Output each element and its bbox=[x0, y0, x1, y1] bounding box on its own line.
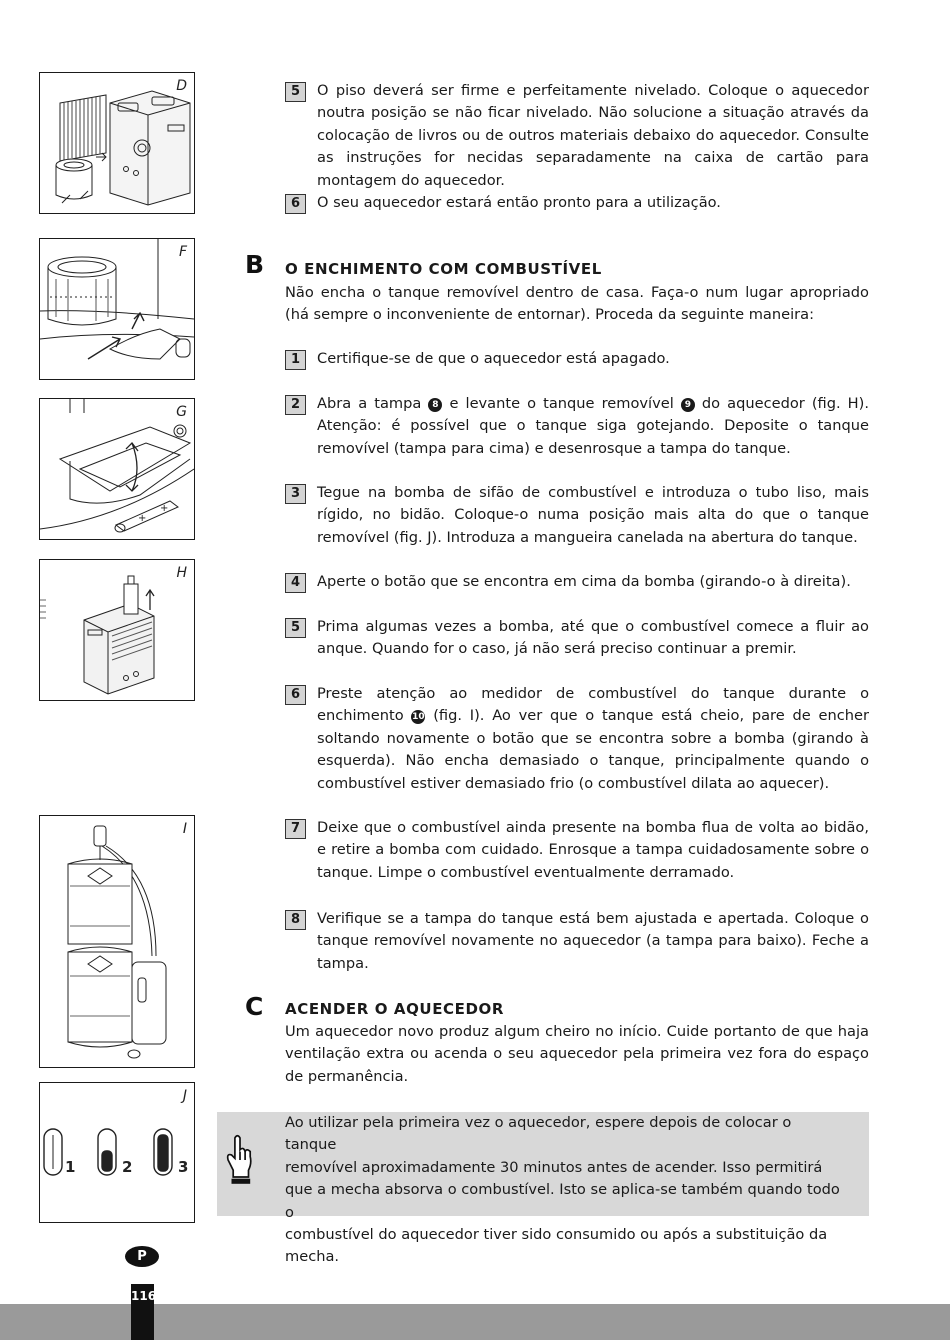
step-number: 6 bbox=[285, 194, 306, 214]
step-b-8 bbox=[285, 908, 869, 975]
page-number-tab bbox=[131, 1284, 157, 1340]
callout-9: 9 bbox=[681, 398, 695, 412]
step-b-1 bbox=[285, 348, 869, 370]
svg-text:+: + bbox=[160, 503, 169, 514]
step-b-3 bbox=[285, 482, 869, 549]
step-5-top bbox=[285, 80, 869, 192]
step-text: Verifique se a tampa do tanque está bem ajustada e apertada. Coloque o tanque removível novamente no aquecedor (a tampa para baixo). Feche a tampa. bbox=[317, 910, 869, 972]
section-letter-c: C bbox=[245, 992, 264, 1021]
figure-g bbox=[39, 398, 195, 540]
step-text: Preste atenção ao medidor de combustível do tanque durante o enchimento 10 (fig. I). Ao ver que o tanque está cheio, pare de encher soltando novamente o botão que se encontra sobre a bomba (girando à esquerda). Não encha demasiado o tanque, principalmente quando o combustível estiver demasiado frio (o combustível dilata ao aquecer). bbox=[317, 685, 869, 792]
figure-h bbox=[39, 559, 195, 701]
step-text: Aperte o botão que se encontra em cima da bomba (girando-o à direita). bbox=[317, 573, 851, 590]
page-number: 116 bbox=[131, 1289, 157, 1303]
tank-lid-illustration bbox=[40, 399, 194, 539]
gauge-label-2: 2 bbox=[122, 1158, 133, 1176]
step-text: Deixe que o combustível ainda presente na bomba flua de volta ao bidão, e retire a bomba com cuidado. Enrosque a tampa cuidadosamente sobre o tanque. Limpe o combustível eventualmente derramado. bbox=[317, 819, 869, 881]
section-title-b: O ENCHIMENTO COM COMBUSTÍVEL bbox=[285, 260, 602, 278]
section-title-c: ACENDER O AQUECEDOR bbox=[285, 1000, 505, 1018]
step-number: 6 bbox=[285, 685, 306, 705]
step-b-5 bbox=[285, 616, 869, 661]
step-number: 5 bbox=[285, 82, 306, 102]
gauge-label-1: 1 bbox=[65, 1158, 76, 1176]
fuel-gauge-illustration bbox=[40, 1083, 194, 1222]
step-number: 4 bbox=[285, 573, 306, 593]
figure-label-g: G bbox=[176, 404, 187, 420]
step-number: 7 bbox=[285, 819, 306, 839]
figure-label-d: D bbox=[176, 78, 187, 94]
svg-text:+: + bbox=[138, 513, 147, 524]
step-number: 2 bbox=[285, 395, 306, 415]
heater-assembly-illustration bbox=[40, 73, 194, 213]
gauge-label-3: 3 bbox=[178, 1158, 189, 1176]
language-badge: P bbox=[125, 1246, 159, 1267]
figure-j bbox=[39, 1082, 195, 1223]
step-text: O seu aquecedor estará então pronto para a utilização. bbox=[317, 194, 721, 211]
siphon-pump-illustration bbox=[40, 816, 194, 1067]
step-number: 8 bbox=[285, 910, 306, 930]
callout-10: 10 bbox=[412, 712, 425, 723]
pointing-hand-icon bbox=[223, 1132, 257, 1188]
note-text: Ao utilizar pela primeira vez o aquecedor, espere depois de colocar o tanque removível aproximadamente 30 minutos antes de acender. Isso permitirá que a mecha absorva o combustível. Isto se aplica-se também quando todo o combustível do aquecedor tiver sido consumido ou após a substituição da mecha. bbox=[285, 1114, 840, 1266]
step-b-4 bbox=[285, 571, 869, 593]
section-intro-b: Não encha o tanque removível dentro de casa. Faça-o num lugar apropriado (há sempre o inconveniente de entornar). Proceda da seguinte maneira: bbox=[285, 284, 869, 324]
wick-adjustment-illustration bbox=[40, 239, 194, 379]
step-text: O piso deverá ser firme e perfeitamente nivelado. Coloque o aquecedor noutra posição se não ficar nivelado. Não solucione a situação através da colocação de livros ou de outros materiais debaixo do aquecedor. Consulte as instruções for necidas separadamente na caixa de cartão para montagem do aquecedor. bbox=[317, 82, 869, 189]
step-number: 5 bbox=[285, 618, 306, 638]
note-box bbox=[217, 1112, 869, 1266]
figure-label-j: J bbox=[182, 1088, 187, 1104]
figure-i bbox=[39, 815, 195, 1068]
callout-8: 8 bbox=[428, 398, 442, 412]
figure-label-f: F bbox=[178, 244, 187, 260]
step-text: Certifique-se de que o aquecedor está apagado. bbox=[317, 350, 670, 367]
step-6-top bbox=[285, 192, 869, 214]
step-number: 3 bbox=[285, 484, 306, 504]
figure-d bbox=[39, 72, 195, 214]
tank-removal-illustration bbox=[40, 560, 194, 700]
step-text: Abra a tampa 8 e levante o tanque removível 9 do aquecedor (fig. H). Atenção: é possível que o tanque siga gotejando. Deposite o tanque removível (tampa para cima) e desenrosque a tampa do tanque. bbox=[317, 395, 869, 457]
section-letter-b: B bbox=[245, 250, 265, 279]
section-intro-c: Um aquecedor novo produz algum cheiro no início. Cuide portanto de que haja ventilação extra ou acenda o seu aquecedor pela primeira vez fora do espaço de permanência. bbox=[285, 1023, 869, 1085]
figure-label-h: H bbox=[176, 565, 187, 581]
step-b-6 bbox=[285, 683, 869, 795]
step-b-7 bbox=[285, 817, 869, 884]
step-text: Tegue na bomba de sifão de combustível e introduza o tubo liso, mais rígido, no bidão. Coloque-o numa posição mais alta do que o tanque removível (fig. J). Introduza a mangueira canelada na abertura do tanque. bbox=[317, 484, 869, 546]
step-b-2 bbox=[285, 393, 869, 460]
step-text: Prima algumas vezes a bomba, até que o combustível comece a fluir ao anque. Quando for o caso, já não será preciso continuar a premir. bbox=[317, 618, 869, 658]
step-number: 1 bbox=[285, 350, 306, 370]
figure-label-i: I bbox=[182, 821, 187, 837]
figure-f bbox=[39, 238, 195, 380]
